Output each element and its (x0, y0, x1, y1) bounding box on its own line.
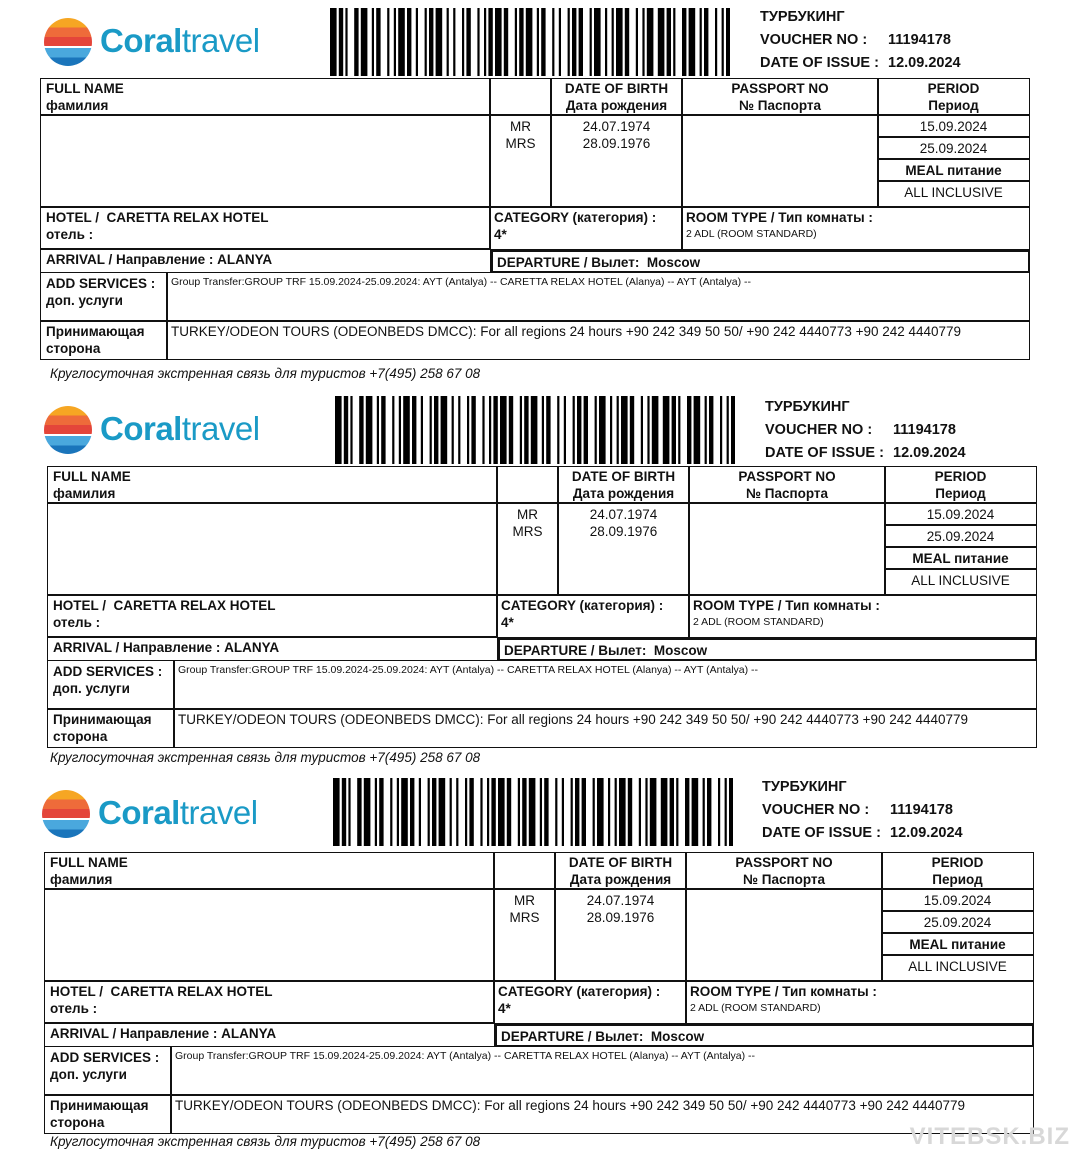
barcode-bar (366, 396, 373, 464)
barcode-bar (704, 8, 708, 76)
barcode-bar (432, 778, 436, 846)
period-to: 25.09.2024 (881, 910, 1034, 934)
barcode-bar (491, 778, 495, 846)
period-header: PERIOD Период (881, 852, 1034, 890)
title-header (489, 78, 552, 116)
barcode-bar (364, 778, 371, 846)
barcode-bar (568, 8, 570, 76)
barcode-bar (450, 778, 452, 846)
barcode-bar (700, 8, 702, 76)
operator-name: ТУРБУКИНГ (765, 399, 850, 415)
title-header (493, 852, 556, 890)
barcode-bar (720, 396, 722, 464)
barcode-bar (430, 396, 432, 464)
arrival-value: ALANYA (221, 1026, 277, 1041)
host-value: TURKEY/ODEON TOURS (ODEONBEDS DMCC): For all regions 24 hours +90 242 349 50 50/ +90 242 4440773 +90 242 4440779 (173, 708, 1037, 748)
passport-header: PASSPORT NO № Паспорта (681, 78, 879, 116)
period-from: 15.09.2024 (884, 502, 1037, 526)
barcode (330, 8, 730, 76)
barcode-bar (361, 8, 368, 76)
barcode-bar (434, 396, 438, 464)
barcode-bar (375, 778, 377, 846)
barcode-bar (354, 8, 358, 76)
passport-header: PASSPORT NO № Паспорта (685, 852, 883, 890)
voucher-table (47, 466, 1037, 748)
coral-logo-icon (44, 18, 92, 66)
coral-logo-icon (44, 406, 92, 454)
barcode-bar (639, 778, 641, 846)
period-header: PERIOD Период (877, 78, 1030, 116)
barcode-bar (488, 8, 492, 76)
services-label-cell: ADD SERVICES : доп. услуги (40, 272, 168, 322)
meal-label: MEAL питание (884, 546, 1037, 570)
barcode-bar (387, 8, 389, 76)
title-cell: MR MRS (496, 502, 559, 596)
barcode-bar (465, 778, 467, 846)
passport-cell (685, 888, 883, 982)
barcode-bar (381, 396, 385, 464)
arrival-cell: ARRIVAL / Направление : ALANYA (47, 636, 498, 661)
services-label-cell: ADD SERVICES : доп. услуги (47, 660, 175, 710)
barcode-bar (595, 396, 597, 464)
barcode-bar (546, 396, 550, 464)
barcode-bar (379, 778, 383, 846)
voucher-info (762, 776, 963, 845)
barcode-bar (471, 396, 475, 464)
coral-travel-logo (44, 18, 284, 68)
barcode (333, 778, 733, 846)
voucher-table (44, 852, 1034, 1134)
full-name-header: FULL NAME фамилия (44, 852, 495, 890)
departure-value: Moscow (646, 255, 701, 270)
coral-logo-icon (42, 790, 90, 838)
barcode-bar (522, 778, 526, 846)
barcode-bar (399, 396, 401, 464)
emergency-contact: Круглосуточная экстренная связь для туристов +7(495) 258 67 08 (50, 366, 481, 381)
barcode-bar (519, 8, 523, 76)
barcode-bar (342, 778, 346, 846)
barcode-bar (350, 396, 352, 464)
barcode-bar (537, 8, 539, 76)
barcode-bar (333, 778, 340, 846)
voucher-number-row: VOUCHER NO : 11194178 (765, 422, 956, 438)
barcode-bar (667, 8, 671, 76)
barcode-bar (518, 778, 520, 846)
barcode-bar (571, 778, 573, 846)
barcode-bar (412, 396, 416, 464)
barcode-bar (555, 778, 557, 846)
barcode-bar (670, 778, 674, 846)
barcode-bar (447, 8, 449, 76)
barcode-bar (487, 778, 489, 846)
barcode-bar (484, 8, 486, 76)
barcode-bar (498, 778, 505, 846)
barcode-bar (718, 778, 720, 846)
barcode-bar (628, 778, 632, 846)
hotel-name: CARETTA RELAX HOTEL (106, 210, 269, 225)
passport-cell (681, 114, 879, 208)
voucher (0, 0, 1078, 384)
departure-cell: DEPARTURE / Вылет: Moscow (495, 1024, 1034, 1047)
voucher-number: 11194178 (888, 32, 951, 48)
barcode-bar (727, 396, 729, 464)
barcode-bar (458, 396, 460, 464)
barcode-bar (466, 8, 470, 76)
barcode-bar (676, 778, 678, 846)
barcode-bar (416, 8, 418, 76)
coral-travel-logo (42, 790, 282, 840)
barcode-bar (335, 396, 342, 464)
barcode-bar (330, 8, 337, 76)
category-value: 4* (498, 1001, 511, 1016)
barcode-bar (559, 8, 561, 76)
meal-label: MEAL питание (877, 158, 1030, 182)
barcode-bar (429, 8, 433, 76)
hotel-name: CARETTA RELAX HOTEL (110, 984, 273, 999)
departure-value: Moscow (650, 1029, 705, 1044)
host-value: TURKEY/ODEON TOURS (ODEONBEDS DMCC): For all regions 24 hours +90 242 349 50 50/ +90 242 4440773 +90 242 4440779 (170, 1094, 1034, 1134)
passport-cell (688, 502, 886, 596)
voucher-table (40, 78, 1030, 360)
room-type-cell: ROOM TYPE / Тип комнаты : 2 ADL (ROOM STANDARD) (688, 594, 1037, 638)
room-type-cell: ROOM TYPE / Тип комнаты : 2 ADL (ROOM STANDARD) (685, 980, 1034, 1024)
issue-date: 12.09.2024 (888, 55, 961, 71)
arrival-value: ALANYA (217, 252, 273, 267)
meal-label: MEAL питание (881, 932, 1034, 956)
barcode-bar (616, 8, 623, 76)
hotel-name: CARETTA RELAX HOTEL (113, 598, 276, 613)
hotel-cell: HOTEL / CARETTA RELAX HOTEL отель : (47, 594, 498, 638)
voucher (0, 388, 1078, 772)
host-label-cell: Принимающая сторона (47, 708, 175, 748)
barcode-bar (573, 396, 575, 464)
barcode-bar (731, 396, 735, 464)
full-name-cell (47, 502, 498, 596)
operator-name: ТУРБУКИНГ (760, 9, 845, 25)
barcode-bar (647, 8, 654, 76)
category-value: 4* (501, 615, 514, 630)
barcode-bar (392, 396, 394, 464)
watermark: VITEBSK.BIZ (909, 1123, 1070, 1150)
barcode-bar (672, 396, 676, 464)
barcode-bar (722, 8, 724, 76)
barcode-bar (661, 778, 668, 846)
full-name-cell (40, 114, 491, 208)
barcode-bar (467, 396, 469, 464)
barcode-bar (401, 778, 408, 846)
barcode-bar (541, 8, 545, 76)
barcode-bar (641, 396, 643, 464)
logo-text: Coraltravel (100, 410, 260, 447)
barcode-bar (348, 778, 350, 846)
barcode-bar (515, 8, 517, 76)
barcode-bar (593, 778, 595, 846)
barcode-bar (575, 778, 579, 846)
barcode-bar (540, 778, 542, 846)
barcode-bar (619, 778, 626, 846)
barcode-bar (394, 8, 396, 76)
barcode-bar (480, 778, 482, 846)
barcode-bar (504, 8, 508, 76)
barcode-bar (557, 396, 559, 464)
period-to: 25.09.2024 (884, 524, 1037, 548)
barcode-bar (647, 396, 649, 464)
barcode-bar (542, 396, 544, 464)
coral-travel-logo (44, 406, 284, 456)
passport-header: PASSPORT NO № Паспорта (688, 466, 886, 504)
meal-value: ALL INCLUSIVE (877, 180, 1030, 208)
barcode-bar (584, 396, 588, 464)
barcode-bar (650, 778, 657, 846)
dob-cell: 24.07.1974 28.09.1976 (557, 502, 690, 596)
room-type-value: 2 ADL (ROOM STANDARD) (690, 1002, 821, 1014)
barcode-bar (725, 778, 727, 846)
barcode-bar (376, 8, 380, 76)
dob-header: DATE OF BIRTH Дата рождения (554, 852, 687, 890)
barcode-bar (726, 8, 730, 76)
barcode-bar (489, 396, 491, 464)
title-cell: MR MRS (489, 114, 552, 208)
category-cell: CATEGORY (категория) : 4* (489, 206, 683, 250)
departure-value: Moscow (653, 643, 708, 658)
services-value: Group Transfer:GROUP TRF 15.09.2024-25.09.2024: AYT (Antalya) -- CARETTA RELAX HOTEL (Alanya) -- AYT (Antalya) -- (170, 1046, 1034, 1096)
voucher-number-row: VOUCHER NO : 11194178 (762, 802, 953, 818)
barcode-bar (531, 396, 538, 464)
barcode-bar (529, 778, 536, 846)
emergency-contact: Круглосуточная экстренная связь для туристов +7(495) 258 67 08 (50, 750, 481, 765)
voucher-info (765, 396, 966, 465)
barcode-bar (707, 778, 711, 846)
full-name-header: FULL NAME фамилия (40, 78, 491, 116)
barcode-bar (359, 396, 363, 464)
full-name-cell (44, 888, 495, 982)
barcode-bar (617, 396, 619, 464)
arrival-cell: ARRIVAL / Направление : ALANYA (44, 1022, 495, 1047)
barcode-bar (615, 778, 617, 846)
barcode-bar (636, 8, 638, 76)
barcode-bar (689, 8, 696, 76)
barcode-bar (597, 778, 604, 846)
barcode-bar (500, 396, 507, 464)
barcode-bar (625, 8, 629, 76)
period-to: 25.09.2024 (877, 136, 1030, 160)
barcode-bar (339, 8, 343, 76)
barcode-bar (642, 8, 644, 76)
barcode-bar (397, 778, 399, 846)
barcode (335, 396, 735, 464)
category-cell: CATEGORY (категория) : 4* (496, 594, 690, 638)
barcode-bar (452, 396, 454, 464)
departure-cell: DEPARTURE / Вылет: Moscow (491, 250, 1030, 273)
logo-text: Coraltravel (98, 794, 258, 831)
voucher-number: 11194178 (890, 802, 953, 818)
barcode-bar (456, 778, 458, 846)
barcode-bar (403, 396, 410, 464)
meal-value: ALL INCLUSIVE (884, 568, 1037, 596)
dob-cell: 24.07.1974 28.09.1976 (554, 888, 687, 982)
barcode-bar (687, 396, 691, 464)
barcode-bar (344, 396, 348, 464)
barcode-bar (577, 396, 581, 464)
barcode-bar (582, 778, 586, 846)
barcode-bar (612, 8, 614, 76)
departure-cell: DEPARTURE / Вылет: Moscow (498, 638, 1037, 661)
issue-date: 12.09.2024 (893, 445, 966, 461)
barcode-bar (357, 778, 361, 846)
period-from: 15.09.2024 (877, 114, 1030, 138)
barcode-bar (663, 396, 670, 464)
hotel-cell: HOTEL / CARETTA RELAX HOTEL отель : (40, 206, 491, 250)
barcode-bar (564, 396, 566, 464)
barcode-bar (658, 8, 665, 76)
host-label-cell: Принимающая сторона (40, 320, 168, 360)
barcode-bar (590, 8, 592, 76)
barcode-bar (579, 8, 583, 76)
barcode-bar (441, 396, 448, 464)
barcode-bar (524, 396, 528, 464)
barcode-bar (572, 8, 576, 76)
host-value: TURKEY/ODEON TOURS (ODEONBEDS DMCC): For all regions 24 hours +90 242 349 50 50/ +90 242 4440773 +90 242 4440779 (166, 320, 1030, 360)
barcode-bar (462, 8, 464, 76)
issue-date: 12.09.2024 (890, 825, 963, 841)
room-type-value: 2 ADL (ROOM STANDARD) (686, 228, 817, 240)
barcode-bar (682, 8, 686, 76)
barcode-bar (562, 778, 564, 846)
services-value: Group Transfer:GROUP TRF 15.09.2024-25.09.2024: AYT (Antalya) -- CARETTA RELAX HOTEL (Alanya) -- AYT (Antalya) -- (166, 272, 1030, 322)
barcode-bar (469, 778, 473, 846)
barcode-bar (390, 778, 392, 846)
barcode-bar (439, 778, 446, 846)
barcode-bar (425, 8, 427, 76)
barcode-bar (372, 8, 374, 76)
barcode-bar (692, 778, 699, 846)
barcode-bar (552, 8, 554, 76)
category-value: 4* (494, 227, 507, 242)
barcode-bar (428, 778, 430, 846)
voucher-info (760, 6, 961, 75)
full-name-header: FULL NAME фамилия (47, 466, 498, 504)
barcode-bar (526, 8, 533, 76)
barcode-bar (678, 396, 680, 464)
barcode-bar (495, 8, 502, 76)
dob-header: DATE OF BIRTH Дата рождения (557, 466, 690, 504)
barcode-bar (477, 8, 479, 76)
barcode-bar (621, 396, 628, 464)
logo-text: Coraltravel (100, 22, 260, 59)
barcode-bar (610, 396, 612, 464)
barcode-bar (436, 8, 443, 76)
barcode-bar (729, 778, 733, 846)
barcode-bar (594, 8, 601, 76)
period-from: 15.09.2024 (881, 888, 1034, 912)
barcode-bar (453, 8, 455, 76)
barcode-bar (709, 396, 713, 464)
operator-name: ТУРБУКИНГ (762, 779, 847, 795)
barcode-bar (407, 8, 411, 76)
barcode-bar (482, 396, 484, 464)
barcode-bar (703, 778, 705, 846)
category-cell: CATEGORY (категория) : 4* (493, 980, 687, 1024)
barcode-bar (652, 396, 659, 464)
barcode-bar (507, 778, 511, 846)
barcode-bar (608, 778, 610, 846)
barcode-bar (673, 8, 675, 76)
barcode-bar (377, 396, 379, 464)
issue-date-row: DATE OF ISSUE : 12.09.2024 (760, 55, 961, 71)
period-header: PERIOD Период (884, 466, 1037, 504)
barcode-bar (410, 778, 414, 846)
voucher-number-row: VOUCHER NO : 11194178 (760, 32, 951, 48)
title-header (496, 466, 559, 504)
arrival-value: ALANYA (224, 640, 280, 655)
barcode-bar (599, 396, 606, 464)
issue-date-row: DATE OF ISSUE : 12.09.2024 (765, 445, 966, 461)
services-value: Group Transfer:GROUP TRF 15.09.2024-25.09.2024: AYT (Antalya) -- CARETTA RELAX HOTEL (Alanya) -- AYT (Antalya) -- (173, 660, 1037, 710)
issue-date-row: DATE OF ISSUE : 12.09.2024 (762, 825, 963, 841)
barcode-bar (509, 396, 513, 464)
services-label-cell: ADD SERVICES : доп. услуги (44, 1046, 172, 1096)
voucher-number: 11194178 (893, 422, 956, 438)
dob-cell: 24.07.1974 28.09.1976 (550, 114, 683, 208)
room-type-value: 2 ADL (ROOM STANDARD) (693, 616, 824, 628)
emergency-contact: Круглосуточная экстренная связь для туристов +7(495) 258 67 08 (50, 1134, 481, 1149)
barcode-bar (544, 778, 548, 846)
arrival-cell: ARRIVAL / Направление : ALANYA (40, 248, 491, 273)
barcode-bar (398, 8, 405, 76)
title-cell: MR MRS (493, 888, 556, 982)
host-label-cell: Принимающая сторона (44, 1094, 172, 1134)
barcode-bar (705, 396, 707, 464)
barcode-bar (520, 396, 522, 464)
dob-header: DATE OF BIRTH Дата рождения (550, 78, 683, 116)
voucher (0, 772, 1078, 1156)
barcode-bar (630, 396, 634, 464)
barcode-bar (715, 8, 717, 76)
barcode-bar (645, 778, 647, 846)
barcode-bar (605, 8, 607, 76)
barcode-bar (421, 396, 423, 464)
hotel-cell: HOTEL / CARETTA RELAX HOTEL отель : (44, 980, 495, 1024)
barcode-bar (345, 8, 347, 76)
room-type-cell: ROOM TYPE / Тип комнаты : 2 ADL (ROOM STANDARD) (681, 206, 1030, 250)
barcode-bar (694, 396, 701, 464)
barcode-bar (685, 778, 689, 846)
barcode-bar (419, 778, 421, 846)
barcode-bar (493, 396, 497, 464)
meal-value: ALL INCLUSIVE (881, 954, 1034, 982)
